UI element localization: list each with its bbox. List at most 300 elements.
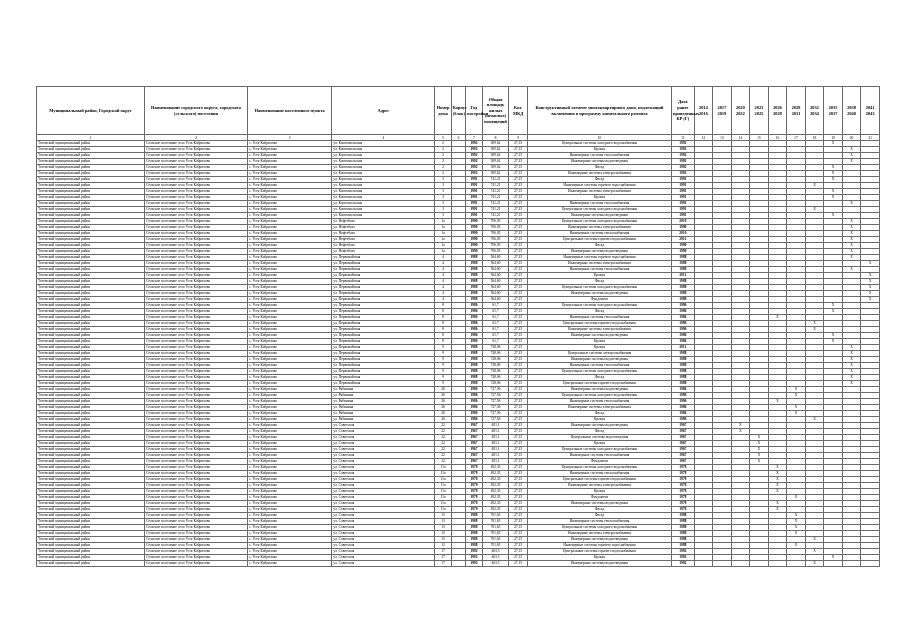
house-number-cell: 22 xyxy=(435,447,451,453)
street-cell: ул. Советская xyxy=(332,501,435,507)
element-cell: Инженерные системы теплоснабжения xyxy=(527,471,671,477)
build-year-cell: 1988 xyxy=(466,519,482,525)
street-cell: ул. Нефтебаза xyxy=(332,225,435,231)
area-cell: 741,21 xyxy=(482,201,509,207)
locality-cell: с. Усть-Кабрилово xyxy=(247,471,331,477)
area-cell: 728,06 xyxy=(482,351,509,357)
period-mark: X xyxy=(805,207,824,213)
mkd-count-cell: 27,15 xyxy=(509,291,528,297)
mkd-count-cell: 27,15 xyxy=(509,369,528,375)
settlement-cell: Сельское поселение село Усть-Кабрилово xyxy=(145,333,248,339)
house-number-cell: 2 xyxy=(435,165,451,171)
street-cell: ул. Советская xyxy=(332,429,435,435)
house-number-cell: 11а xyxy=(435,495,451,501)
district-cell: Тотемский муниципальный район xyxy=(37,375,145,381)
district-cell: Тотемский муниципальный район xyxy=(37,177,145,183)
locality-cell: с. Усть-Кабрилово xyxy=(247,525,331,531)
last-repair-cell: 1986 xyxy=(672,333,695,339)
street-cell: ул. Советская xyxy=(332,447,435,453)
street-cell: ул. Первомайская xyxy=(332,357,435,363)
mkd-count-cell: 27,15 xyxy=(509,543,528,549)
area-cell: 741,21 xyxy=(482,189,509,195)
district-cell: Тотемский муниципальный район xyxy=(37,369,145,375)
build-year-cell: 1988 xyxy=(466,255,482,261)
settlement-cell: Сельское поселение село Усть-Кабрилово xyxy=(145,201,248,207)
mkd-count-cell: 27,15 xyxy=(509,339,528,345)
element-cell: Инженерные системы теплоснабжения xyxy=(527,201,671,207)
last-repair-cell: 1988 xyxy=(672,381,695,387)
settlement-cell: Сельское поселение село Усть-Кабрилово xyxy=(145,429,248,435)
period-mark: X xyxy=(787,405,806,411)
build-year-cell: 1988 xyxy=(466,543,482,549)
locality-cell: с. Усть-Кабрилово xyxy=(247,513,331,519)
last-repair-cell: 1967 xyxy=(672,429,695,435)
period-mark: X xyxy=(842,351,861,357)
locality-cell: с. Усть-Кабрилово xyxy=(247,219,331,225)
mkd-count-cell: 27,15 xyxy=(509,243,528,249)
mkd-count-cell: 27,15 xyxy=(509,453,528,459)
locality-cell: с. Усть-Кабрилово xyxy=(247,339,331,345)
locality-cell: с. Усть-Кабрилово xyxy=(247,207,331,213)
mkd-count-cell: 27,15 xyxy=(509,237,528,243)
element-cell: Инженерные системы теплоснабжения xyxy=(527,453,671,459)
element-cell: Инженерные системы теплоснабжения xyxy=(527,267,671,273)
district-cell: Тотемский муниципальный район xyxy=(37,339,145,345)
last-repair-cell: 1967 xyxy=(672,453,695,459)
locality-cell: с. Усть-Кабрилово xyxy=(247,309,331,315)
street-cell: ул. Комсомольская xyxy=(332,141,435,147)
street-cell: ул. Комсомольская xyxy=(332,171,435,177)
district-cell: Тотемский муниципальный район xyxy=(37,441,145,447)
mkd-count-cell: 27,15 xyxy=(509,297,528,303)
build-year-cell: 1978 xyxy=(466,507,482,513)
area-cell: 728,06 xyxy=(482,345,509,351)
period-mark: X xyxy=(750,459,769,465)
column-number: 17 xyxy=(787,135,806,141)
district-cell: Тотемский муниципальный район xyxy=(37,201,145,207)
street-cell: ул. Первомайская xyxy=(332,273,435,279)
mkd-count-cell: 27,15 xyxy=(509,231,528,237)
element-cell: Фундамент xyxy=(527,297,671,303)
district-cell: Тотемский муниципальный район xyxy=(37,519,145,525)
house-number-cell: 8 xyxy=(435,333,451,339)
last-repair-cell: 1967 xyxy=(672,435,695,441)
mkd-count-cell: 27,15 xyxy=(509,351,528,357)
locality-cell: с. Усть-Кабрилово xyxy=(247,273,331,279)
area-cell: 741,21 xyxy=(482,183,509,189)
build-year-cell: 1988 xyxy=(466,375,482,381)
period-mark: X xyxy=(842,159,861,165)
house-number-cell: 9 xyxy=(435,345,451,351)
settlement-cell: Сельское поселение село Усть-Кабрилово xyxy=(145,537,248,543)
element-cell: Инженерные системы электроснабжения xyxy=(527,171,671,177)
district-cell: Тотемский муниципальный район xyxy=(37,405,145,411)
element-cell: Кровля xyxy=(527,273,671,279)
element-cell: Инженерные системы теплоснабжения xyxy=(527,315,671,321)
period-cell xyxy=(713,561,732,567)
last-repair-cell: 1988 xyxy=(672,357,695,363)
house-number-cell: 2 xyxy=(435,159,451,165)
period-mark: X xyxy=(787,513,806,519)
build-year-cell: 1988 xyxy=(466,345,482,351)
element-cell: Инженерные системы водоотведения xyxy=(527,333,671,339)
house-number-cell: 1а xyxy=(435,237,451,243)
build-year-cell: 1967 xyxy=(466,429,482,435)
district-cell: Тотемский муниципальный район xyxy=(37,465,145,471)
house-number-cell: 13 xyxy=(435,543,451,549)
mkd-count-cell: 27,15 xyxy=(509,549,528,555)
settlement-cell: Сельское поселение село Усть-Кабрилово xyxy=(145,423,248,429)
district-cell: Тотемский муниципальный район xyxy=(37,381,145,387)
district-cell: Тотемский муниципальный район xyxy=(37,333,145,339)
locality-cell: с. Усть-Кабрилово xyxy=(247,195,331,201)
locality-cell: с. Усть-Кабрилово xyxy=(247,189,331,195)
district-cell: Тотемский муниципальный район xyxy=(37,285,145,291)
element-cell: Кровля xyxy=(527,339,671,345)
build-year-cell: 1986 xyxy=(466,405,482,411)
last-repair-cell: 1967 xyxy=(672,423,695,429)
last-repair-cell: 1986 xyxy=(672,315,695,321)
house-number-cell: 26 xyxy=(435,399,451,405)
settlement-cell: Сельское поселение село Усть-Кабрилово xyxy=(145,303,248,309)
element-cell: Инженерные системы водоотведения xyxy=(527,291,671,297)
street-cell: ул. Первомайская xyxy=(332,261,435,267)
last-repair-cell: 2011 xyxy=(672,345,695,351)
element-cell: Центральные системы холодного водоснабжения xyxy=(527,303,671,309)
last-repair-cell: 1988 xyxy=(672,525,695,531)
locality-cell: с. Усть-Кабрилово xyxy=(247,417,331,423)
element-cell: Фасад xyxy=(527,177,671,183)
period-mark: X xyxy=(787,525,806,531)
area-cell: 564,60 xyxy=(482,273,509,279)
column-header: Адрес xyxy=(332,87,435,135)
locality-cell: с. Усть-Кабрилово xyxy=(247,519,331,525)
area-cell: 727,56 xyxy=(482,399,509,405)
area-cell: 481,1 xyxy=(482,423,509,429)
district-cell: Тотемский муниципальный район xyxy=(37,507,145,513)
settlement-cell: Сельское поселение село Усть-Кабрилово xyxy=(145,297,248,303)
last-repair-cell: 1978 xyxy=(672,483,695,489)
settlement-cell: Сельское поселение село Усть-Кабрилово xyxy=(145,327,248,333)
settlement-cell: Сельское поселение село Усть-Кабрилово xyxy=(145,381,248,387)
mkd-count-cell: 27,15 xyxy=(509,183,528,189)
house-number-cell: 4 xyxy=(435,285,451,291)
last-repair-cell: 1991 xyxy=(672,213,695,219)
area-cell: 706,05 xyxy=(482,249,509,255)
period-mark: X xyxy=(768,489,787,495)
house-number-cell: 8 xyxy=(435,339,451,345)
area-cell: 701,65 xyxy=(482,519,509,525)
mkd-count-cell: 27,15 xyxy=(509,447,528,453)
area-cell: 481,1 xyxy=(482,459,509,465)
period-mark: X xyxy=(787,393,806,399)
street-cell: ул. Нефтебаза xyxy=(332,231,435,237)
build-year-cell: 1992 xyxy=(466,165,482,171)
house-number-cell: 4 xyxy=(435,279,451,285)
street-cell: ул. Рябинина xyxy=(332,405,435,411)
area-cell: 564,60 xyxy=(482,291,509,297)
locality-cell: с. Усть-Кабрилово xyxy=(247,447,331,453)
house-number-cell: 3 xyxy=(435,213,451,219)
column-number: 21 xyxy=(861,135,880,141)
element-cell: Центральные системы холодного водоснабжения xyxy=(527,141,671,147)
settlement-cell: Сельское поселение село Усть-Кабрилово xyxy=(145,549,248,555)
settlement-cell: Сельское поселение село Усть-Кабрилово xyxy=(145,513,248,519)
locality-cell: с. Усть-Кабрилово xyxy=(247,537,331,543)
locality-cell: с. Усть-Кабрилово xyxy=(247,429,331,435)
mkd-count-cell: 27,15 xyxy=(509,393,528,399)
area-cell: 61,7 xyxy=(482,321,509,327)
district-cell: Тотемский муниципальный район xyxy=(37,447,145,453)
mkd-count-cell: 27,15 xyxy=(509,477,528,483)
build-year-cell: 1992 xyxy=(466,561,482,567)
period-mark: X xyxy=(768,465,787,471)
street-cell: ул. Первомайская xyxy=(332,303,435,309)
build-year-cell: 1988 xyxy=(466,357,482,363)
street-cell: ул. Советская xyxy=(332,441,435,447)
element-cell: Фасад xyxy=(527,513,671,519)
settlement-cell: Сельское поселение село Усть-Кабрилово xyxy=(145,543,248,549)
element-cell: Инженерные системы водоотведения xyxy=(527,561,671,567)
district-cell: Тотемский муниципальный район xyxy=(37,315,145,321)
period-cell xyxy=(861,561,880,567)
period-cell xyxy=(768,561,787,567)
last-repair-cell: 2010 xyxy=(672,219,695,225)
build-year-cell: 1967 xyxy=(466,459,482,465)
locality-cell: с. Усть-Кабрилово xyxy=(247,153,331,159)
locality-cell: с. Усть-Кабрилово xyxy=(247,327,331,333)
element-cell: Центральные системы горячего водоснабжения xyxy=(527,381,671,387)
element-cell: Центральные системы холодного водоснабжения xyxy=(527,219,671,225)
build-year-cell: 1988 xyxy=(466,537,482,543)
period-mark: X xyxy=(842,345,861,351)
period-cell xyxy=(750,561,769,567)
mkd-count-cell: 27,15 xyxy=(509,279,528,285)
settlement-cell: Сельское поселение село Усть-Кабрилово xyxy=(145,363,248,369)
build-year-cell: 1991 xyxy=(466,213,482,219)
locality-cell: с. Усть-Кабрилово xyxy=(247,315,331,321)
period-mark: X xyxy=(842,267,861,273)
element-cell: Фасад xyxy=(527,309,671,315)
street-cell: ул. Советская xyxy=(332,525,435,531)
element-cell: Инженерные системы водоотведения xyxy=(527,423,671,429)
last-repair-cell: 1988 xyxy=(672,261,695,267)
street-cell: ул. Первомайская xyxy=(332,327,435,333)
element-cell: Кровля xyxy=(527,417,671,423)
house-number-cell: 13 xyxy=(435,525,451,531)
last-repair-cell: 2012 xyxy=(672,237,695,243)
area-cell: 61,7 xyxy=(482,327,509,333)
house-number-cell: 8 xyxy=(435,327,451,333)
street-cell: ул. Первомайская xyxy=(332,381,435,387)
period-mark: X xyxy=(824,189,843,195)
district-cell: Тотемский муниципальный район xyxy=(37,171,145,177)
settlement-cell: Сельское поселение село Усть-Кабрилово xyxy=(145,147,248,153)
locality-cell: с. Усть-Кабрилово xyxy=(247,357,331,363)
period-mark: X xyxy=(805,327,824,333)
settlement-cell: Сельское поселение село Усть-Кабрилово xyxy=(145,165,248,171)
district-cell: Тотемский муниципальный район xyxy=(37,183,145,189)
settlement-cell: Сельское поселение село Усть-Кабрилово xyxy=(145,459,248,465)
street-cell: ул. Первомайская xyxy=(332,309,435,315)
settlement-cell: Сельское поселение село Усть-Кабрилово xyxy=(145,531,248,537)
locality-cell: с. Усть-Кабрилово xyxy=(247,543,331,549)
district-cell: Тотемский муниципальный район xyxy=(37,453,145,459)
build-year-cell: 1988 xyxy=(466,369,482,375)
element-cell: Кровля xyxy=(527,489,671,495)
street-cell: ул. Комсомольская xyxy=(332,207,435,213)
element-cell: Инженерные системы электроснабжения xyxy=(527,483,671,489)
column-header: 2029 2031 xyxy=(787,87,806,135)
district-cell: Тотемский муниципальный район xyxy=(37,225,145,231)
district-cell: Тотемский муниципальный район xyxy=(37,429,145,435)
table-row xyxy=(37,561,880,567)
mkd-count-cell: 27,15 xyxy=(509,171,528,177)
last-repair-cell: 1967 xyxy=(672,459,695,465)
settlement-cell: Сельское поселение село Усть-Кабрилово xyxy=(145,219,248,225)
period-mark: X xyxy=(842,369,861,375)
build-year-cell: 1986 xyxy=(466,417,482,423)
area-cell: 701,65 xyxy=(482,543,509,549)
house-number-cell: 9 xyxy=(435,363,451,369)
area-cell: 492,35 xyxy=(482,507,509,513)
mkd-count-cell: 27,15 xyxy=(509,435,528,441)
element-cell: Инженерные системы теплоснабжения xyxy=(527,231,671,237)
mkd-count-cell: 27,15 xyxy=(509,525,528,531)
last-repair-cell: 1986 xyxy=(672,387,695,393)
build-year-cell: 1988 xyxy=(466,513,482,519)
element-cell: Центральные системы холодного водоснабжения xyxy=(527,525,671,531)
build-year-cell: 1991 xyxy=(466,207,482,213)
build-year-cell: 1978 xyxy=(466,495,482,501)
street-cell: ул. Первомайская xyxy=(332,267,435,273)
column-header: 2035 2037 xyxy=(824,87,843,135)
build-year-cell: 1978 xyxy=(466,489,482,495)
area-cell: 481,1 xyxy=(482,435,509,441)
period-mark: X xyxy=(842,237,861,243)
last-repair-cell: 1986 xyxy=(672,399,695,405)
element-cell: Центральные системы горячего водоснабжения xyxy=(527,321,671,327)
last-repair-cell: 1986 xyxy=(672,303,695,309)
period-mark: X xyxy=(805,561,824,567)
mkd-count-cell: 27,15 xyxy=(509,537,528,543)
column-number: 9 xyxy=(509,135,528,141)
area-cell: 728,06 xyxy=(482,363,509,369)
mkd-count-cell: 27,15 xyxy=(509,387,528,393)
period-mark: X xyxy=(824,141,843,147)
locality-cell: с. Усть-Кабрилово xyxy=(247,399,331,405)
house-number-cell: 8 xyxy=(435,309,451,315)
street-cell: ул. Советская xyxy=(332,561,435,567)
period-mark: X xyxy=(842,231,861,237)
settlement-cell: Сельское поселение село Усть-Кабрилово xyxy=(145,255,248,261)
locality-cell: с. Усть-Кабрилово xyxy=(247,171,331,177)
mkd-count-cell: 27,15 xyxy=(509,531,528,537)
locality-cell: с. Усть-Кабрилово xyxy=(247,213,331,219)
element-cell: Инженерные системы водоотведения xyxy=(527,537,671,543)
locality-cell: с. Усть-Кабрилово xyxy=(247,303,331,309)
column-number: 1 xyxy=(37,135,145,141)
element-cell: Кровля xyxy=(527,345,671,351)
build-year-cell: 1992 xyxy=(466,555,482,561)
street-cell: ул. Советская xyxy=(332,489,435,495)
mkd-count-cell: 27,15 xyxy=(509,429,528,435)
period-mark: X xyxy=(750,447,769,453)
house-number-cell: 8 xyxy=(435,303,451,309)
area-cell: 564,60 xyxy=(482,261,509,267)
area-cell: 706,05 xyxy=(482,243,509,249)
element-cell: Фасад xyxy=(527,165,671,171)
house-number-cell: 11а xyxy=(435,477,451,483)
district-cell: Тотемский муниципальный район xyxy=(37,489,145,495)
district-cell: Тотемский муниципальный район xyxy=(37,351,145,357)
build-year-cell: 1986 xyxy=(466,315,482,321)
last-repair-cell: 1992 xyxy=(672,141,695,147)
mkd-count-cell: 27,15 xyxy=(509,423,528,429)
house-number-cell: 17 xyxy=(435,549,451,555)
locality-cell: с. Усть-Кабрилово xyxy=(247,141,331,147)
period-mark: X xyxy=(824,339,843,345)
period-cell xyxy=(842,561,861,567)
locality-cell: с. Усть-Кабрилово xyxy=(247,285,331,291)
district-cell: Тотемский муниципальный район xyxy=(37,261,145,267)
area-cell: 481,1 xyxy=(482,447,509,453)
last-repair-cell: 1988 xyxy=(672,519,695,525)
district-cell: Тотемский муниципальный район xyxy=(37,273,145,279)
build-year-cell: 1988 xyxy=(466,531,482,537)
district-cell: Тотемский муниципальный район xyxy=(37,243,145,249)
settlement-cell: Сельское поселение село Усть-Кабрилово xyxy=(145,273,248,279)
period-mark: X xyxy=(842,147,861,153)
locality-cell: с. Усть-Кабрилово xyxy=(247,381,331,387)
house-number-cell: 11а xyxy=(435,501,451,507)
locality-cell: с. Усть-Кабрилово xyxy=(247,453,331,459)
locality-cell: с. Усть-Кабрилово xyxy=(247,255,331,261)
period-mark: X xyxy=(842,249,861,255)
last-repair-cell: 1992 xyxy=(672,165,695,171)
house-number-cell: 26 xyxy=(435,387,451,393)
district-cell: Тотемский муниципальный район xyxy=(37,207,145,213)
locality-cell: с. Усть-Кабрилово xyxy=(247,267,331,273)
column-number: 18 xyxy=(805,135,824,141)
build-year-cell: 1986 xyxy=(466,327,482,333)
last-repair-cell: 1986 xyxy=(672,309,695,315)
period-mark: X xyxy=(787,411,806,417)
last-repair-cell: 1991 xyxy=(672,195,695,201)
mkd-count-cell: 27,15 xyxy=(509,495,528,501)
street-cell: ул. Комсомольская xyxy=(332,201,435,207)
street-cell: ул. Рябинина xyxy=(332,417,435,423)
district-cell: Тотемский муниципальный район xyxy=(37,327,145,333)
mkd-count-cell: 27,15 xyxy=(509,561,528,567)
period-mark: X xyxy=(787,543,806,549)
column-number: 13 xyxy=(713,135,732,141)
last-repair-cell: 1986 xyxy=(672,393,695,399)
last-repair-cell: 1991 xyxy=(672,189,695,195)
last-repair-cell: 1978 xyxy=(672,507,695,513)
district-cell: Тотемский муниципальный район xyxy=(37,477,145,483)
column-header: Общая площадь жилых (нежилых) помещений xyxy=(482,87,509,135)
element-cell: Центральные системы электроснабжения xyxy=(527,351,671,357)
build-year-cell: 1986 xyxy=(466,303,482,309)
district-cell: Тотемский муниципальный район xyxy=(37,297,145,303)
house-number-cell: 1а xyxy=(435,231,451,237)
build-year-cell: 1992 xyxy=(466,159,482,165)
house-number-cell: 11а xyxy=(435,489,451,495)
element-cell: Инженерные системы водоотведения xyxy=(527,357,671,363)
last-repair-cell: 1978 xyxy=(672,477,695,483)
period-mark: X xyxy=(861,285,880,291)
